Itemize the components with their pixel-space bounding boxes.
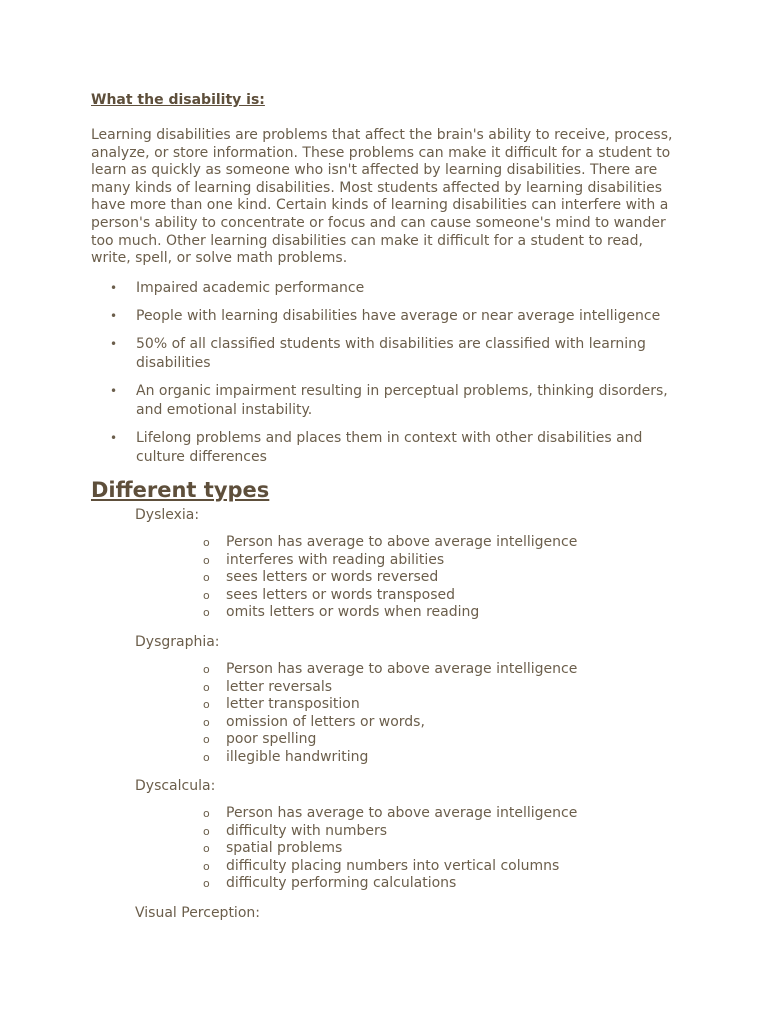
type-label-dysgraphia: Dysgraphia:: [135, 634, 220, 650]
circle-bullet-icon: o: [203, 859, 210, 873]
circle-bullet-icon: o: [203, 606, 210, 620]
type-label-dyslexia: Dyslexia:: [135, 507, 200, 523]
circle-bullet-icon: o: [203, 536, 210, 549]
list-item: o letter transposition: [203, 696, 360, 713]
circle-bullet-icon: o: [203, 750, 210, 764]
bullet-list: [91, 279, 691, 476]
list-item: o Person has average to above average intelligence: [203, 534, 578, 550]
list-item: o difficulty with numbers: [203, 822, 388, 839]
list-item: o Person has average to above average intelligence: [203, 661, 578, 677]
list-item: • Impaired academic performance: [110, 280, 365, 296]
circle-bullet-icon: o: [203, 553, 210, 567]
type-label-visual-perception: Visual Perception:: [135, 905, 260, 921]
sublist-dysgraphia: [200, 661, 577, 767]
list-item: o difficulty placing numbers into vertical columns: [203, 857, 560, 874]
circle-bullet-icon: o: [203, 588, 210, 602]
list-item: • 50% of all classified students with disabilities are classified with learning disabilities: [110, 336, 646, 371]
list-item: o interferes with reading abilities: [203, 551, 445, 568]
sublist-dyscalcula: [200, 805, 577, 893]
list-item: • People with learning disabilities have average or near average intelligence: [110, 308, 661, 324]
list-item: o omits letters or words when reading: [203, 604, 480, 621]
circle-bullet-icon: o: [203, 733, 210, 747]
circle-bullet-icon: o: [203, 842, 210, 856]
circle-bullet-icon: o: [203, 698, 210, 712]
circle-bullet-icon: o: [203, 824, 210, 838]
circle-bullet-icon: o: [203, 877, 210, 891]
bullet-icon: •: [110, 337, 118, 351]
circle-bullet-icon: o: [203, 663, 210, 676]
list-item: o poor spelling: [203, 731, 317, 748]
bullet-icon: •: [110, 309, 118, 323]
list-item: • An organic impairment resulting in perceptual problems, thinking disorders, and emotional instability.: [110, 383, 668, 418]
bullet-icon: •: [110, 384, 118, 398]
type-label-dyscalcula: Dyscalcula:: [135, 778, 216, 794]
intro-paragraph: Learning disabilities are problems that affect the brain's ability to receive, process, analyze, or store information. These problems can make it difficult for a student to learn as quickly as someone who isn't affected by learning disabilities. There are many kinds of learning disabilities. Most students affected by learning disabilities have more than one kind. Certain kinds of learning disabilities can interfere with a person's ability to concentrate or focus and can cause someone's mind to wander too much. Other learning disabilities can make it difficult for a student to read, write, spell, or solve math problems.: [91, 127, 673, 267]
section-heading-types: Different types: [91, 478, 270, 502]
bullet-icon: •: [110, 431, 118, 445]
circle-bullet-icon: o: [203, 680, 210, 694]
list-item: o sees letters or words reversed: [203, 569, 439, 586]
sublist-dyslexia: [200, 534, 577, 622]
list-item: o difficulty performing calculations: [203, 875, 457, 892]
list-item: o illegible handwriting: [203, 748, 369, 765]
circle-bullet-icon: o: [203, 807, 210, 820]
list-item: o omission of letters or words,: [203, 713, 425, 730]
list-item: o spatial problems: [203, 840, 343, 857]
list-item: o letter reversals: [203, 678, 333, 695]
section-heading-what: What the disability is:: [91, 92, 265, 108]
list-item: o Person has average to above average intelligence: [203, 805, 578, 821]
list-item: o sees letters or words transposed: [203, 586, 456, 603]
bullet-icon: •: [110, 281, 118, 295]
circle-bullet-icon: o: [203, 571, 210, 585]
circle-bullet-icon: o: [203, 715, 210, 729]
list-item: • Lifelong problems and places them in context with other disabilities and culture differences: [110, 430, 643, 465]
